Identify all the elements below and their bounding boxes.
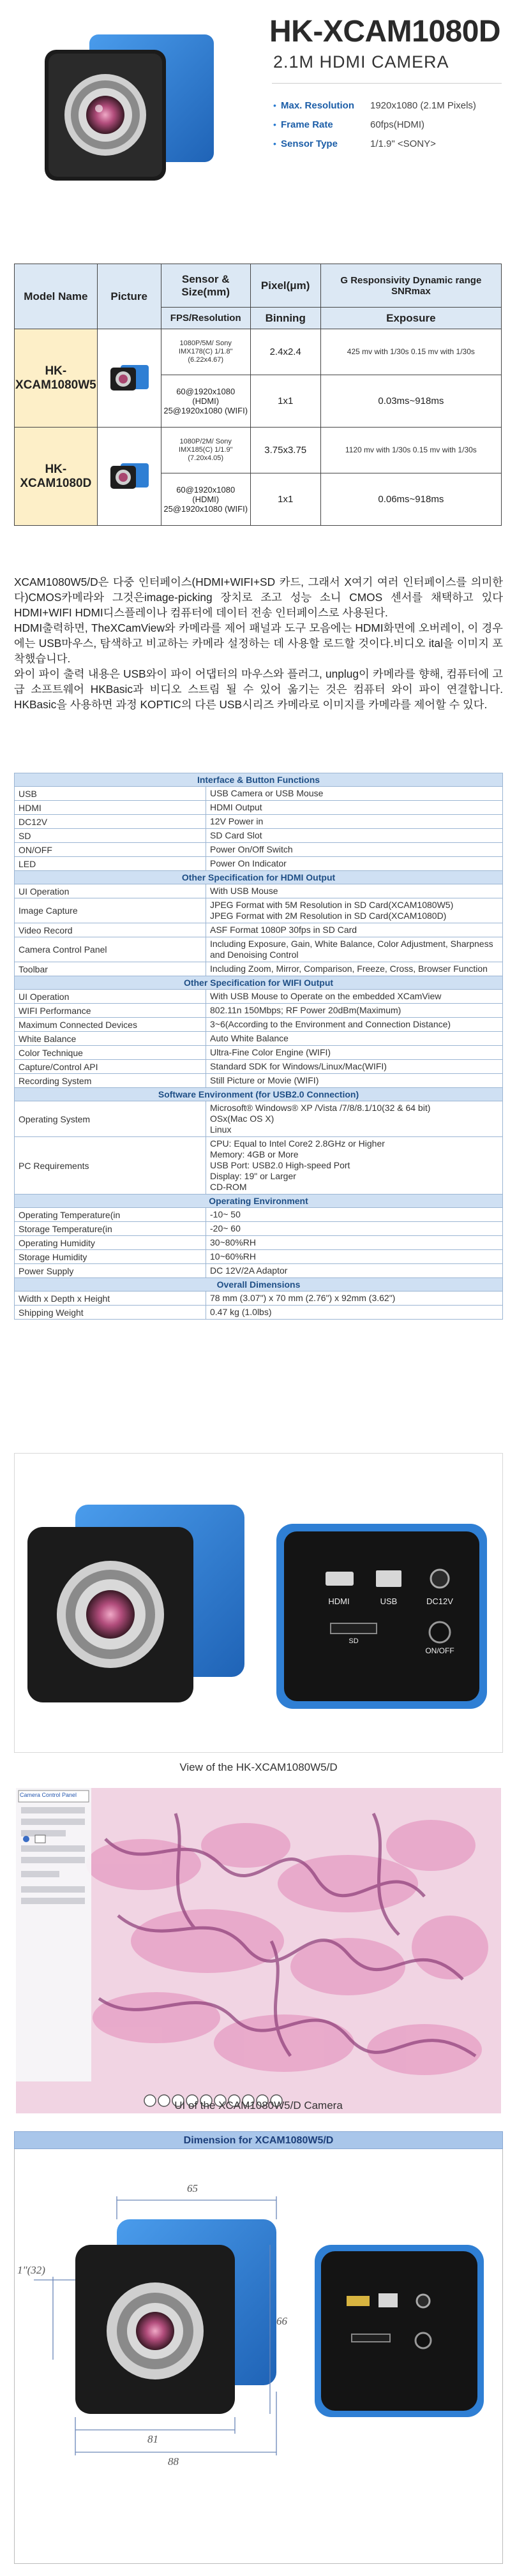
spec-value: DC 12V/2A Adaptor [206,1264,503,1278]
ui-screenshot [16,1788,501,2113]
spec-value: HDMI Output [206,801,503,815]
spec-value: 30~80%RH [206,1236,503,1250]
model-comparison-table [14,264,502,526]
spec-value: -20~ 60 [206,1222,503,1236]
col-header-sensor: Sensor & Size(mm) [161,264,250,308]
table-row [15,898,503,923]
spec-key: Color Technique [15,1046,206,1060]
dimension-label-height: 66 [276,2315,287,2327]
camera-thumbnail-image [107,362,151,392]
table-row [15,787,503,801]
binning-cell: 1x1 [250,473,320,526]
pixel-cell: 2.4x2.4 [250,329,320,375]
exposure-cell: 0.03ms~918ms [320,375,501,428]
table-row [15,923,503,937]
col-header-exposure: Exposure [320,308,501,329]
spec-section-header [15,773,503,787]
spec-section-title: Other Specification for HDMI Output [15,871,503,884]
port-label-onoff: ON/OFF [425,1646,454,1655]
port-label-usb: USB [380,1597,398,1606]
spec-key: Storage Temperature(in [15,1222,206,1236]
spec-value: 3~6(According to the Environment and Connection Distance) [206,1018,503,1032]
key-spec-value: 60fps(HDMI) [370,119,425,130]
spec-section-title: Software Environment (for USB2.0 Connection) [15,1088,503,1101]
spec-value: CPU: Equal to Intel Core2 2.8GHz or Higher Memory: 4GB or More USB Port: USB2.0 High-speed Port Display: 19" or Larger CD-ROM [206,1137,503,1195]
spec-key: WIFI Performance [15,1004,206,1018]
spec-section-title: Operating Environment [15,1195,503,1208]
spec-section-header [15,871,503,884]
col-header-picture: Picture [97,264,161,329]
spec-section-header [15,1088,503,1101]
spec-section-title: Other Specification for WIFI Output [15,976,503,990]
views-caption: View of the HK-XCAM1080W5/D [179,1761,338,1773]
spec-value: 0.47 kg (1.0lbs) [206,1306,503,1320]
spec-key: Operating Temperature(in [15,1208,206,1222]
table-row [15,1004,503,1018]
table-row [15,1222,503,1236]
table-row [15,801,503,815]
table-row [15,990,503,1004]
table-row [15,1101,503,1137]
exposure-cell: 0.06ms~918ms [320,473,501,526]
spec-value: SD Card Slot [206,829,503,843]
camera-thumbnail-image [107,461,151,490]
spec-value: -10~ 50 [206,1208,503,1222]
description-paragraph: XCAM1080W5/D은 다중 인터페이스(HDMI+WIFI+SD 카드, 그래서 X여기 여러 인터페이스를 의미한다)CMOS카메라와 그것은image-picking 장치로 조고 성능 소니 CMOS 센서를 채택하고 있다 HDMI+WIFI HDMI디스플레이나 컴퓨터에 데이터 전송 인터페이스로 사용된다. [14,576,503,619]
spec-key: White Balance [15,1032,206,1046]
description-paragraph: HDMI출력하면, TheXCamView와 카메라를 제어 패널과 도구 모음에는 HDMI화면에 오버레이, 이 경우에는 USB마우스, 탐색하고 비교하는 카메라 설정하는 데 사용할 로드할 것이다.비디오 ital을 이미지 포착했습니다. [14,622,503,665]
spec-key: PC Requirements [15,1137,206,1195]
spec-key: UI Operation [15,990,206,1004]
port-label-hdmi: HDMI [328,1597,350,1606]
spec-value: 802.11n 150Mbps; RF Power 20dBm(Maximum) [206,1004,503,1018]
table-row [15,884,503,898]
table-row [15,1264,503,1278]
spec-key: Toolbar [15,962,206,976]
key-spec-value: 1/1.9" <SONY> [370,138,436,149]
table-row [15,937,503,962]
col-header-pixel: Pixel(μm) [250,264,320,308]
spec-section-header [15,1195,503,1208]
table-row [15,329,502,375]
ui-caption: UI of the XCAM1080W5/D Camera [174,2099,343,2111]
product-subtitle: 2.1M HDMI CAMERA [273,52,449,71]
key-spec-value: 1920x1080 (2.1M Pixels) [370,100,476,111]
dimension-label-width: 65 [187,2182,198,2194]
spec-key: Image Capture [15,898,206,923]
spec-key: Width x Depth x Height [15,1292,206,1306]
dimension-drawing-panel [14,2149,503,2564]
spec-section-title: Overall Dimensions [15,1278,503,1292]
spec-value: Still Picture or Movie (WIFI) [206,1074,503,1088]
spec-value: JPEG Format with 5M Resolution in SD Card(XCAM1080W5) JPEG Format with 2M Resolution in SD Card(XCAM1080D) [206,898,503,923]
spec-value: Microsoft® Windows® XP /Vista /7/8/8.1/10(32 & 64 bit) OSx(Mac OS X) Linux [206,1101,503,1137]
col-header-binning: Binning [250,308,320,329]
spec-value: Including Exposure, Gain, White Balance, Color Adjustment, Sharpness and Denoising Control [206,937,503,962]
tissue-image [16,1788,501,2113]
spec-key: Storage Humidity [15,1250,206,1264]
key-specs-list [273,96,509,153]
spec-key: Video Record [15,923,206,937]
table-row [15,1250,503,1264]
spec-key: Power Supply [15,1264,206,1278]
col-header-fps: FPS/Resolution [161,308,250,329]
table-row [15,1292,503,1306]
dimension-drawing [15,2149,504,2564]
spec-section-title: Interface & Button Functions [15,773,503,787]
header-divider [272,83,502,84]
spec-value: Power On/Off Switch [206,843,503,857]
key-spec-row [273,115,509,134]
table-row [15,1074,503,1088]
spec-key: USB [15,787,206,801]
spec-value: USB Camera or USB Mouse [206,787,503,801]
key-spec-row [273,96,509,115]
col-header-g-responsivity: G Responsivity Dynamic range SNRmax [320,264,501,308]
bullet-icon: • [273,138,276,149]
spec-key: ON/OFF [15,843,206,857]
model-name-cell: HK-XCAM1080W5 [15,329,98,428]
spec-key: LED [15,857,206,871]
spec-section-header [15,1278,503,1292]
camera-views-panel [14,1453,503,1753]
spec-value: Auto White Balance [206,1032,503,1046]
control-panel-title: Camera Control Panel [20,1792,77,1798]
spec-value: With USB Mouse to Operate on the embedded XCamView [206,990,503,1004]
col-header-model: Model Name [15,264,98,329]
port-label-sd: SD [348,1637,359,1645]
pixel-cell: 3.75x3.75 [250,428,320,473]
g-responsivity-cell: 425 mv with 1/30s 0.15 mv with 1/30s [320,329,501,375]
product-description [14,574,503,712]
spec-section-header [15,976,503,990]
bullet-icon: • [273,119,276,130]
table-row [15,1032,503,1046]
product-header [0,0,517,242]
table-row [15,1046,503,1060]
key-spec-row [273,134,509,153]
table-row [15,857,503,871]
spec-key: Maximum Connected Devices [15,1018,206,1032]
spec-key: Operating System [15,1101,206,1137]
model-name-cell: HK-XCAM1080D [15,428,98,526]
model-picture-cell [97,329,161,428]
spec-value: ASF Format 1080P 30fps in SD Card [206,923,503,937]
spec-key: Camera Control Panel [15,937,206,962]
spec-key: Capture/Control API [15,1060,206,1074]
spec-key: UI Operation [15,884,206,898]
spec-value: Standard SDK for Windows/Linux/Mac(WIFI) [206,1060,503,1074]
dimension-section-title: Dimension for XCAM1080W5/D [14,2131,503,2149]
dimension-label-bottom-outer: 88 [168,2455,179,2468]
bullet-icon: • [273,100,276,110]
table-row [15,815,503,829]
g-responsivity-cell: 1120 mv with 1/30s 0.15 mv with 1/30s [320,428,501,473]
sensor-cell: 1080P/2M/ Sony IMX185(C) 1/1.9"(7.20x4.05) [161,428,250,473]
specification-table [14,773,503,1320]
spec-value: 78 mm (3.07") x 70 mm (2.76") x 92mm (3.62") [206,1292,503,1306]
binning-cell: 1x1 [250,375,320,428]
spec-key: SD [15,829,206,843]
table-row [15,829,503,843]
table-row [15,1306,503,1320]
table-row [15,1137,503,1195]
spec-key: HDMI [15,801,206,815]
spec-value: Ultra-Fine Color Engine (WIFI) [206,1046,503,1060]
spec-key: Operating Humidity [15,1236,206,1250]
key-spec-label: Sensor Type [281,138,338,149]
description-paragraph: 와이 파이 출력 내용은 USB와이 파이 어댑터의 마우스와 플러그, unplug이 카메라를 향해, 컴퓨터에 고급 소프트웨어 HKBasic과 비디오 스트림 될 수 있어 옮기는 것은 컴퓨터 와이 파이 연결합니다. HKBasic을 사용하면 과정 KOPTIC의 다른 USB시리즈 카메라로 이미지를 카메라를 제어할 수 있다. [14,667,503,711]
camera-product-image [32,31,217,190]
spec-key: Recording System [15,1074,206,1088]
spec-key: Shipping Weight [15,1306,206,1320]
table-row [15,428,502,473]
dimension-label-bottom-inner: 81 [147,2433,158,2445]
table-row [15,1060,503,1074]
key-spec-label: Frame Rate [281,119,333,130]
spec-key: DC12V [15,815,206,829]
fps-cell: 60@1920x1080 (HDMI) 25@1920x1080 (WIFI) [161,375,250,428]
dimension-label-side: 1"(32) [17,2264,45,2276]
table-row [15,1208,503,1222]
spec-value: Including Zoom, Mirror, Comparison, Freeze, Cross, Browser Function [206,962,503,976]
table-row [15,962,503,976]
key-spec-label: Max. Resolution [281,100,355,111]
spec-value: 10~60%RH [206,1250,503,1264]
spec-value: Power On Indicator [206,857,503,871]
model-picture-cell [97,428,161,526]
table-row [15,1018,503,1032]
port-label-dc12v: DC12V [426,1597,453,1606]
product-model-title: HK-XCAM1080D [269,15,501,48]
spec-value: 12V Power in [206,815,503,829]
sensor-cell: 1080P/5M/ Sony IMX178(C) 1/1.8"(6.22x4.67) [161,329,250,375]
table-row [15,843,503,857]
spec-value: With USB Mouse [206,884,503,898]
table-row [15,1236,503,1250]
fps-cell: 60@1920x1080 (HDMI) 25@1920x1080 (WIFI) [161,473,250,526]
